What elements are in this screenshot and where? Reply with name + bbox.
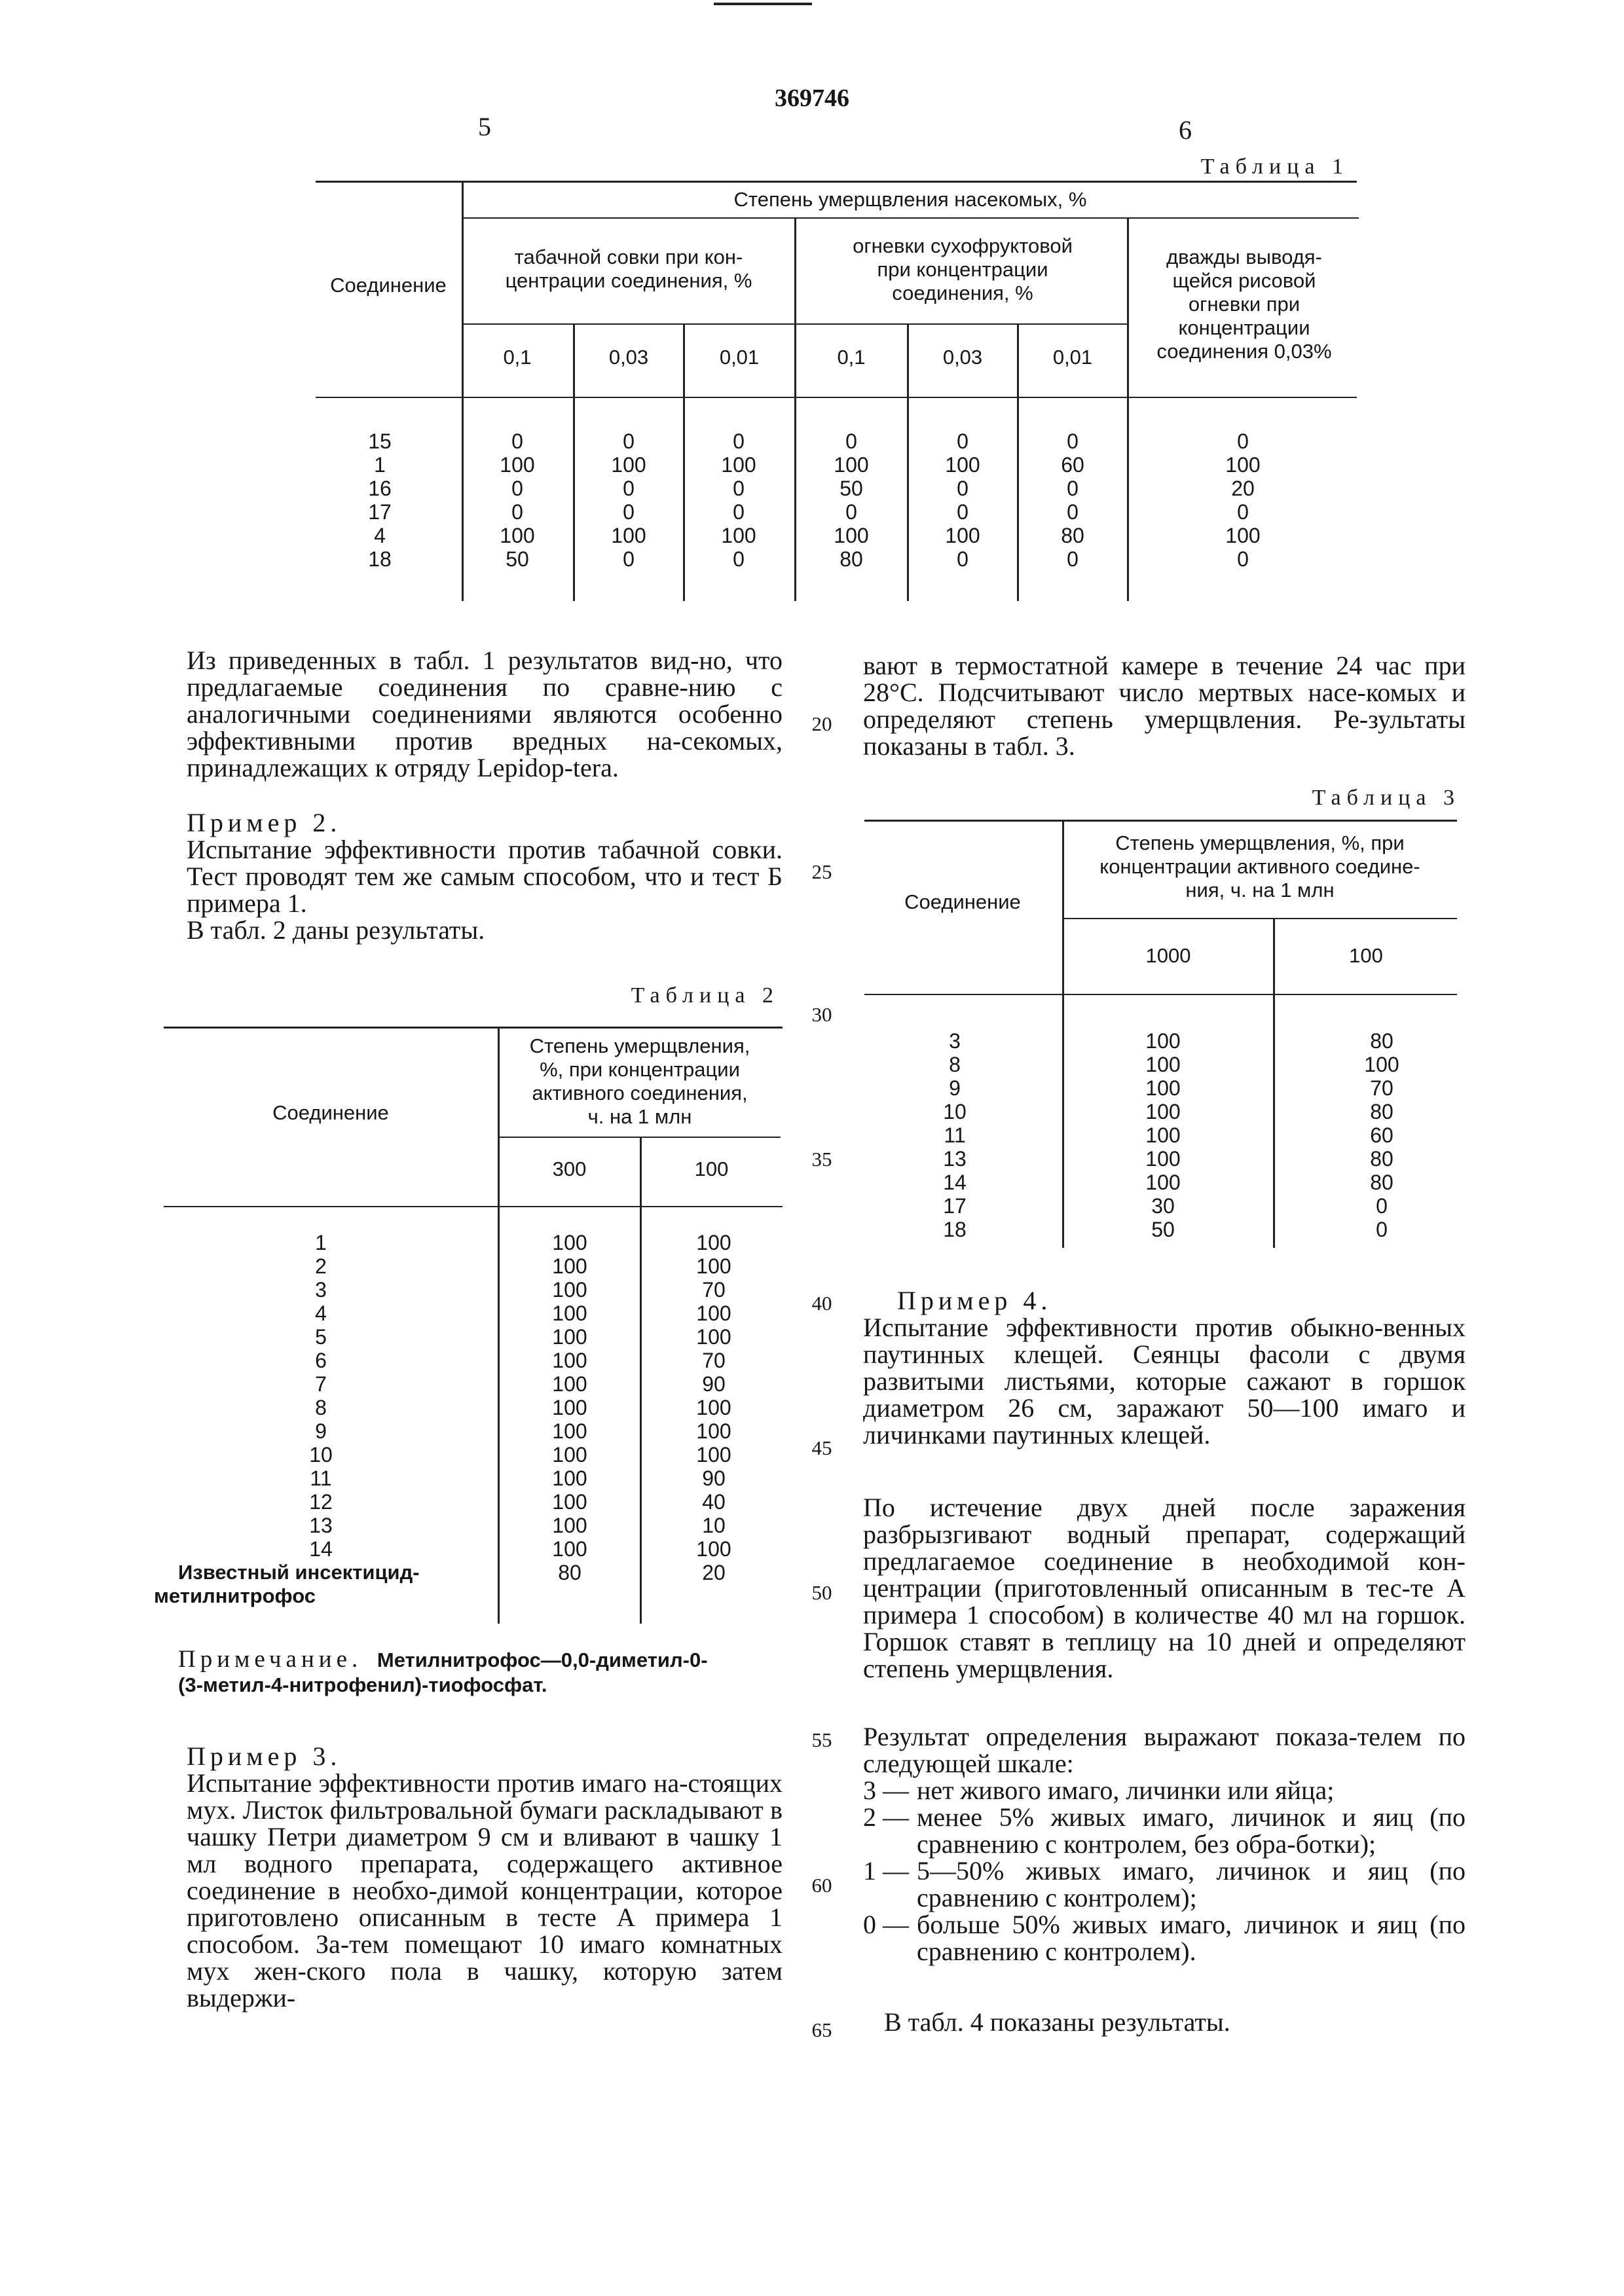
table-cell: 100 xyxy=(696,1419,731,1443)
table-cell: 0 xyxy=(511,500,523,524)
table-cell: 100 xyxy=(552,1325,587,1349)
t3-rule-data xyxy=(864,994,1457,995)
table-cell: 100 xyxy=(1145,1147,1181,1171)
table-cell: 0 xyxy=(1237,547,1249,571)
table-cell: 0 xyxy=(957,429,969,453)
table-cell: 100 xyxy=(552,1372,587,1396)
table-cell: 70 xyxy=(702,1278,726,1302)
table-cell: 9 xyxy=(949,1076,961,1100)
table-cell: 80 xyxy=(558,1561,581,1584)
table-cell: 0 xyxy=(511,477,523,500)
list-item xyxy=(863,1911,1466,1965)
line-number-60: 60 xyxy=(811,1874,832,1897)
line-number-45: 45 xyxy=(811,1436,832,1459)
t1-col xyxy=(478,429,557,571)
table-3-col-compound: Соединение xyxy=(904,890,1021,913)
line-number-25: 25 xyxy=(811,860,832,883)
example-4-paragraph-2: По истечение двух дней после заражения разбрызгивают водный препарат, содержащий предлагаемое соединение в необходимой кон-центрации (приготовленный описанным в тес-те А примера 1 способом) в количестве 40 мл на горшок. Горшок ставят в теплицу на 10 дней и определяют степень умерщвления. xyxy=(863,1493,1466,1683)
table-cell: 100 xyxy=(696,1396,731,1419)
table-cell: 100 xyxy=(1145,1123,1181,1147)
right-paragraph-1: вают в термостатной камере в течение 24 час при 28°С. Подсчитывают число мертвых насе-комых и определяют степень умерщвления. Ре-зультаты показаны в табл. 3. xyxy=(863,651,1466,761)
table-cell: 0 xyxy=(1237,429,1249,453)
table-cell: 100 xyxy=(552,1302,587,1325)
table-cell: 100 xyxy=(1225,524,1261,547)
table-cell: 0 xyxy=(511,429,523,453)
t2-rule-data xyxy=(164,1206,783,1207)
scale-key: 2 — xyxy=(863,1802,909,1832)
table-cell: 9 xyxy=(315,1419,327,1443)
t1-col xyxy=(1204,429,1282,571)
line-number-30: 30 xyxy=(811,1003,832,1026)
table-cell: 80 xyxy=(1061,524,1084,547)
table-1-sub-tobacco xyxy=(462,246,796,293)
table-row: 18 xyxy=(368,547,392,571)
table-3-caption: Таблица 3 xyxy=(1312,786,1460,810)
t1-sub3-line2: щейся рисовой xyxy=(1172,269,1316,292)
t1-compounds xyxy=(347,429,413,571)
table-cell: 80 xyxy=(1370,1147,1393,1171)
t2-top-rule xyxy=(164,1027,783,1029)
table-cell: 40 xyxy=(702,1490,726,1514)
example-4-paragraph-3: Результат определения выражают показа-телем по следующей шкале: xyxy=(863,1722,1466,1778)
t1-conc-5: 0,03 xyxy=(942,346,983,369)
example-4-text: Испытание эффективности против обыкно-венных паутинных клещей. Сеянцы фасоли с двумя развитыми листьями, которые сажают в горшок диаметром 26 см, заражают 50—100 имаго и личинками паутинных клещей. xyxy=(863,1313,1466,1449)
t2-gh-3: активного соединения, xyxy=(532,1082,748,1104)
table-cell: 100 xyxy=(696,1254,731,1278)
t3-col-100 xyxy=(1342,1029,1421,1241)
table-1-sub-rice xyxy=(1130,246,1359,363)
scale-key: 3 — xyxy=(863,1776,909,1805)
table-cell: 50 xyxy=(506,547,529,571)
t3-col-1000 xyxy=(1124,1029,1202,1241)
t1-sub1-line2: центрации соединения, % xyxy=(505,269,752,292)
table-cell: 14 xyxy=(943,1171,967,1194)
table-cell: 100 xyxy=(552,1254,587,1278)
t1-sub2-line3: соединения, % xyxy=(892,282,1033,304)
table-cell: 0 xyxy=(1237,500,1249,524)
table-cell: 11 xyxy=(310,1467,332,1490)
note-text-2: (3-метил-4-нитрофенил)-тиофосфат. xyxy=(178,1673,547,1696)
table-2-caption: Таблица 2 xyxy=(631,983,779,1008)
table-cell: 100 xyxy=(696,1537,731,1561)
table-cell: 0 xyxy=(1067,429,1079,453)
t2-vline-1 xyxy=(640,1138,642,1624)
table-cell: 100 xyxy=(500,453,535,477)
table-cell: 7 xyxy=(315,1372,327,1396)
table-cell: 50 xyxy=(840,477,863,500)
t1-vline-2 xyxy=(1127,219,1129,601)
line-number-20: 20 xyxy=(811,712,832,735)
example-2-results: В табл. 2 даны результаты. xyxy=(187,915,485,945)
table-cell: 100 xyxy=(696,1302,731,1325)
example-4-paragraph-4: В табл. 4 показаны результаты. xyxy=(884,2007,1230,2037)
table-1-col-compound: Соединение xyxy=(330,274,447,297)
t2-gh-1: Степень умерщвления, xyxy=(529,1034,750,1057)
patent-number: 369746 xyxy=(775,84,849,112)
t2-col-300 xyxy=(530,1231,609,1584)
table-cell: 90 xyxy=(702,1467,726,1490)
table-1-caption: Таблица 1 xyxy=(1200,155,1349,179)
table-cell: 8 xyxy=(949,1053,961,1076)
line-number-65: 65 xyxy=(811,2018,832,2041)
list-item xyxy=(863,1777,1466,1804)
t2-gh-4: ч. на 1 млн xyxy=(587,1105,692,1128)
table-1-group-header: Степень умерщвления насекомых, % xyxy=(733,188,1087,211)
table-cell: 100 xyxy=(500,524,535,547)
table-cell: 5 xyxy=(315,1325,327,1349)
table-cell: 100 xyxy=(1145,1100,1181,1123)
table-cell: 80 xyxy=(1370,1029,1393,1053)
table-cell: 100 xyxy=(721,453,756,477)
table-cell: 10 xyxy=(309,1443,333,1467)
t2-gh-2: %, при концентрации xyxy=(540,1058,740,1081)
table-cell: 0 xyxy=(1376,1218,1388,1241)
table-cell: 17 xyxy=(943,1194,967,1218)
table-cell: 0 xyxy=(957,477,969,500)
table-row: 4 xyxy=(374,524,386,547)
table-cell: 100 xyxy=(834,453,869,477)
table-cell: 100 xyxy=(1364,1053,1399,1076)
table-cell: 100 xyxy=(552,1467,587,1490)
table-cell: 8 xyxy=(315,1396,327,1419)
table-cell: 10 xyxy=(702,1514,726,1537)
table-cell: 0 xyxy=(957,547,969,571)
t2-known-line1: Известный инсектицид- xyxy=(178,1561,420,1584)
t1-sub3-line5: соединения 0,03% xyxy=(1156,340,1332,363)
t1-conc-3: 0,01 xyxy=(719,346,760,369)
t1-conc-2: 0,03 xyxy=(608,346,649,369)
line-number-50: 50 xyxy=(811,1581,832,1604)
table-cell: 100 xyxy=(1145,1053,1181,1076)
table-cell: 100 xyxy=(834,524,869,547)
table-row: 17 xyxy=(368,500,392,524)
t3-gh-3: ния, ч. на 1 млн xyxy=(1185,879,1335,902)
t1-rule-sub xyxy=(462,323,1127,325)
t2-col-100 xyxy=(674,1231,753,1584)
scale-text: нет живого имаго, личинки или яйца; xyxy=(917,1776,1335,1805)
table-cell: 0 xyxy=(1067,477,1079,500)
table-cell: 0 xyxy=(733,429,745,453)
line-number-35: 35 xyxy=(811,1148,832,1171)
table-cell: 100 xyxy=(1145,1171,1181,1194)
table-cell: 14 xyxy=(309,1537,333,1561)
t1-conc-4: 0,1 xyxy=(837,346,866,369)
table-row: 16 xyxy=(368,477,392,500)
t3-compounds xyxy=(922,1029,987,1241)
scale-list xyxy=(863,1777,1466,1965)
table-2-col-compound: Соединение xyxy=(272,1101,389,1124)
t1-conc-6: 0,01 xyxy=(1052,346,1093,369)
scale-text: 5—50% живых имаго, личинок и яиц (по сравнению с контролем); xyxy=(917,1856,1466,1912)
table-cell: 3 xyxy=(315,1278,327,1302)
table-cell: 4 xyxy=(315,1302,327,1325)
table-cell: 100 xyxy=(552,1396,587,1419)
t1-sub3-line3: огневки при xyxy=(1188,293,1301,316)
table-cell: 100 xyxy=(611,453,646,477)
table-1-top-rule xyxy=(316,181,1357,183)
table-cell: 0 xyxy=(1067,547,1079,571)
table-cell: 100 xyxy=(696,1325,731,1349)
t1-sub3-line4: концентрации xyxy=(1178,316,1310,339)
table-cell: 80 xyxy=(840,547,863,571)
table-cell: 100 xyxy=(552,1490,587,1514)
t1-col xyxy=(923,429,1002,571)
table-row: 15 xyxy=(368,429,392,453)
t1-sub2-line1: огневки сухофруктовой xyxy=(853,234,1073,257)
scale-key: 0 — xyxy=(863,1910,909,1939)
t1-rule-group xyxy=(462,217,1359,219)
table-cell: 11 xyxy=(944,1123,966,1147)
scale-text: больше 50% живых имаго, личинок и яиц (по сравнению с контролем). xyxy=(917,1910,1466,1966)
table-cell: 13 xyxy=(943,1147,967,1171)
table-cell: 0 xyxy=(845,429,857,453)
table-cell: 0 xyxy=(957,500,969,524)
table-2-note xyxy=(178,1647,794,1698)
table-1-sub-driedfruit xyxy=(796,234,1130,305)
table-cell: 100 xyxy=(552,1419,587,1443)
page-number-left: 5 xyxy=(478,112,491,141)
table-cell: 0 xyxy=(1376,1194,1388,1218)
table-cell: 3 xyxy=(949,1029,961,1053)
table-cell: 100 xyxy=(721,524,756,547)
t3-rule-sub xyxy=(1063,918,1457,919)
table-cell: 0 xyxy=(623,500,635,524)
table-cell: 0 xyxy=(733,477,745,500)
t1-sub1-line1: табачной совки при кон- xyxy=(514,246,743,268)
line-number-55: 55 xyxy=(811,1728,832,1751)
t2-conc-100: 100 xyxy=(694,1157,729,1180)
t1-col xyxy=(812,429,891,571)
table-cell: 2 xyxy=(315,1254,327,1278)
table-cell: 100 xyxy=(696,1443,731,1467)
left-paragraph-1: Из приведенных в табл. 1 результатов вид-но, что предлагаемые соединения по сравне-нию с аналогичными соединениями являются особенно эффективными против вредных на-секомых, принадлежащих к отряду Lepidop-tera. xyxy=(187,646,783,782)
table-cell: 100 xyxy=(945,453,980,477)
example-4-title: Пример 4. xyxy=(897,1286,1052,1315)
note-label: Примечание. xyxy=(178,1646,363,1673)
t2-known-line2: метилнитрофос xyxy=(154,1584,316,1607)
table-cell: 0 xyxy=(1067,500,1079,524)
t1-sub3-line1: дважды выводя- xyxy=(1166,246,1322,268)
t2-compounds xyxy=(288,1231,354,1561)
table-cell: 20 xyxy=(702,1561,726,1584)
table-cell: 20 xyxy=(1231,477,1255,500)
table-cell: 12 xyxy=(309,1490,333,1514)
list-item xyxy=(863,1857,1466,1911)
table-cell: 100 xyxy=(1145,1029,1181,1053)
table-cell: 13 xyxy=(309,1514,333,1537)
t3-gh-1: Степень умерщвления, %, при xyxy=(1115,831,1405,854)
table-cell: 50 xyxy=(1151,1218,1175,1241)
top-rule xyxy=(714,3,812,5)
table-cell: 0 xyxy=(623,547,635,571)
example-2-title: Пример 2. xyxy=(187,808,342,837)
t1-sub2-line2: при концентрации xyxy=(877,258,1048,281)
table-cell: 0 xyxy=(623,429,635,453)
table-cell: 100 xyxy=(696,1231,731,1254)
table-cell: 100 xyxy=(552,1514,587,1537)
table-cell: 10 xyxy=(943,1100,967,1123)
table-cell: 60 xyxy=(1061,453,1084,477)
table-cell: 100 xyxy=(552,1349,587,1372)
scale-text: менее 5% живых имаго, личинок и яиц (по сравнению с контролем, без обра-ботки); xyxy=(917,1802,1466,1859)
table-cell: 18 xyxy=(943,1218,967,1241)
t3-gh-2: концентрации активного соедине- xyxy=(1099,855,1420,878)
table-cell: 80 xyxy=(1370,1100,1393,1123)
t3-vline-1 xyxy=(1273,919,1275,1248)
table-cell: 0 xyxy=(623,477,635,500)
table-cell: 100 xyxy=(611,524,646,547)
example-2-text: Испытание эффективности против табачной совки. Тест проводят тем же самым способом, что и тест Б примера 1. xyxy=(187,835,783,918)
table-row: 1 xyxy=(374,453,386,477)
t1-col xyxy=(699,429,778,571)
table-cell: 70 xyxy=(1370,1076,1393,1100)
table-cell: 60 xyxy=(1370,1123,1393,1147)
t1-rule-data xyxy=(316,397,1357,398)
t3-top-rule xyxy=(864,820,1457,822)
table-cell: 6 xyxy=(315,1349,327,1372)
table-cell: 100 xyxy=(552,1278,587,1302)
table-2-group-header xyxy=(499,1034,781,1129)
t1-vline-0 xyxy=(462,182,464,601)
t3-conc-1000: 1000 xyxy=(1145,944,1191,967)
table-cell: 100 xyxy=(552,1443,587,1467)
table-cell: 30 xyxy=(1151,1194,1175,1218)
table-cell: 100 xyxy=(552,1231,587,1254)
example-3-title: Пример 3. xyxy=(187,1741,342,1771)
note-text: Метилнитрофос—0,0-диметил-0- xyxy=(377,1649,708,1671)
table-cell: 100 xyxy=(945,524,980,547)
list-item xyxy=(863,1804,1466,1857)
table-cell: 0 xyxy=(733,547,745,571)
table-cell: 1 xyxy=(315,1231,327,1254)
table-cell: 70 xyxy=(702,1349,726,1372)
t1-conc-1: 0,1 xyxy=(503,346,532,369)
table-cell: 90 xyxy=(702,1372,726,1396)
t1-col xyxy=(589,429,668,571)
table-cell: 100 xyxy=(1145,1076,1181,1100)
table-cell: 0 xyxy=(845,500,857,524)
table-cell: 80 xyxy=(1370,1171,1393,1194)
example-3-text: Испытание эффективности против имаго на-стоящих мух. Листок фильтровальной бумаги раскладывают в чашку Петри диаметром 9 см и вливают в чашку 1 мл водного препарата, содержащего активное соединение в необхо-димой концентрации, которое приготовлено описанным в тесте А примера 1 способом. За-тем помещают 10 имаго комнатных мух жен-ского пола в чашку, которую затем выдержи- xyxy=(187,1768,783,2013)
t1-col xyxy=(1033,429,1112,571)
scale-key: 1 — xyxy=(863,1856,909,1886)
t3-conc-100: 100 xyxy=(1349,944,1383,967)
table-cell: 100 xyxy=(1225,453,1261,477)
page-number-right: 6 xyxy=(1179,115,1192,145)
t2-conc-300: 300 xyxy=(552,1157,587,1180)
line-number-40: 40 xyxy=(811,1292,832,1315)
table-cell: 0 xyxy=(733,500,745,524)
table-3-group-header xyxy=(1063,831,1456,902)
table-cell: 100 xyxy=(552,1537,587,1561)
